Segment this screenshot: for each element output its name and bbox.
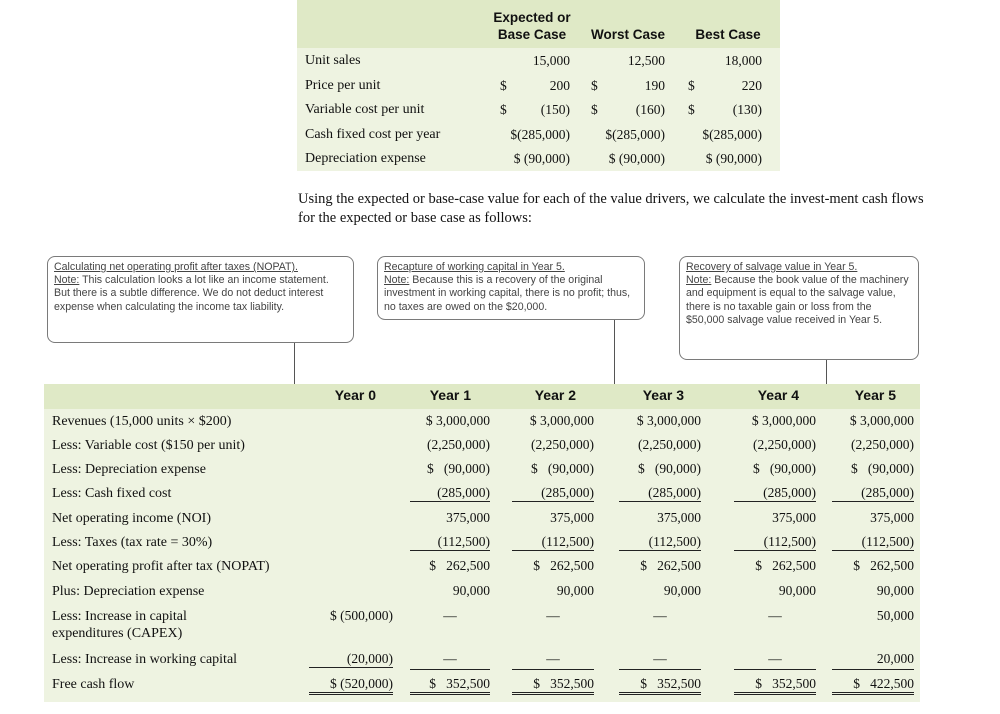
scenario-row-label: Variable cost per unit <box>305 102 425 117</box>
cell-underline <box>410 669 490 670</box>
cashflow-cell: $ 352,500 <box>734 676 816 695</box>
cashflow-cell: (2,250,000) <box>638 437 701 452</box>
cashflow-cell: $ 262,500 <box>533 558 594 573</box>
cashflow-row-label: Revenues (15,000 units × $200) <box>52 414 232 429</box>
scenario-cell: (130) <box>732 102 762 117</box>
scenario-cell: (150) <box>540 102 570 117</box>
scenario-cell: $(285,000) <box>605 127 665 142</box>
scenario-cell: $ (90,000) <box>608 151 665 166</box>
callout-note-label: Note: <box>384 274 410 287</box>
cashflow-cell: — <box>546 651 560 666</box>
cashflow-cell: 50,000 <box>876 608 914 623</box>
cashflow-cell: 90,000 <box>778 583 816 598</box>
scenario-dollar: $ <box>500 102 507 117</box>
cashflow-cell: — <box>546 608 560 623</box>
cashflow-row-label: Less: Cash fixed cost <box>52 486 172 501</box>
cashflow-cell: $ 422,500 <box>832 676 914 695</box>
cashflow-cell: 90,000 <box>876 583 914 598</box>
cashflow-cell: (112,500) <box>410 534 490 551</box>
callout-title: Recapture of working capital in Year 5. <box>384 261 565 273</box>
callout-text: Because this is a recovery of the original investment in working capital, there is no profit; thus, no taxes are owed on the $20,000. <box>384 274 631 313</box>
scenario-cell: 12,500 <box>627 53 665 68</box>
cell-underline <box>512 669 594 670</box>
cashflow-cell: 375,000 <box>550 510 594 525</box>
scenario-cell: $(285,000) <box>510 127 570 142</box>
year-header: Year 4 <box>757 387 799 403</box>
callout-text: This calculation looks a lot like an income statement. But there is a subtle difference. We do not deduct interest expense when calculating the income tax liability. <box>54 274 329 313</box>
cashflow-cell: $ 3,000,000 <box>425 413 490 428</box>
cashflow-cell: (20,000) <box>309 651 393 668</box>
scenario-dollar: $ <box>688 78 695 93</box>
cashflow-cell: (285,000) <box>832 485 914 502</box>
cashflow-row-label: Less: Increase in working capital <box>52 652 238 667</box>
cashflow-cell: (285,000) <box>512 485 594 502</box>
cashflow-cell: (112,500) <box>832 534 914 551</box>
scenario-header-best: Best Case <box>695 27 761 42</box>
scenario-row-label: Depreciation expense <box>305 151 426 166</box>
scenario-dollar: $ <box>591 78 598 93</box>
intro-paragraph: Using the expected or base-case value for each of the value drivers, we calculate the invest-ment cash flows for the expected or base case as follows: <box>298 191 924 226</box>
callout-nopat <box>47 256 354 343</box>
cashflow-cell: 375,000 <box>446 510 490 525</box>
year-header: Year 0 <box>334 387 376 403</box>
cashflow-cell: — <box>768 608 782 623</box>
cashflow-row-label: Less: Depreciation expense <box>52 462 206 477</box>
cashflow-cell: (2,250,000) <box>753 437 816 452</box>
callout-note-label: Note: <box>686 274 712 287</box>
cashflow-cell: (2,250,000) <box>427 437 490 452</box>
cashflow-cell: 375,000 <box>772 510 816 525</box>
cashflow-row-label: Less: Increase in capital expenditures (CAPEX) <box>52 609 187 641</box>
cell-underline <box>832 669 914 670</box>
cashflow-cell: — <box>443 651 457 666</box>
cashflow-cell: $ 352,500 <box>512 676 594 695</box>
cashflow-cell: 90,000 <box>452 583 490 598</box>
scenario-row-label: Price per unit <box>305 78 381 93</box>
cashflow-cell: 20,000 <box>876 651 914 666</box>
scenario-cell: $ (90,000) <box>513 151 570 166</box>
cashflow-cell: $ 262,500 <box>429 558 490 573</box>
cashflow-cell: $ (90,000) <box>531 461 594 476</box>
cashflow-cell: $ (90,000) <box>427 461 490 476</box>
scenario-row-label: Unit sales <box>305 53 361 68</box>
cashflow-cell: (2,250,000) <box>531 437 594 452</box>
scenario-cell: 220 <box>741 78 762 93</box>
cashflow-cell: $ 3,000,000 <box>529 413 594 428</box>
callout-note-label: Note: <box>54 274 80 287</box>
cashflow-cell: $ 3,000,000 <box>636 413 701 428</box>
cell-underline <box>619 669 701 670</box>
scenario-header-base-line1: Expected or <box>493 10 571 25</box>
scenario-dollar: $ <box>591 102 598 117</box>
scenario-cell: 18,000 <box>724 53 762 68</box>
cashflow-row-label: Net operating profit after tax (NOPAT) <box>52 559 270 574</box>
callout-title: Calculating net operating profit after taxes (NOPAT). <box>54 261 298 273</box>
cashflow-cell: $ 352,500 <box>410 676 490 695</box>
scenario-dollar: $ <box>500 78 507 93</box>
year-header: Year 3 <box>642 387 684 403</box>
cashflow-row-label: Free cash flow <box>52 677 135 692</box>
cashflow-cell: $ (500,000) <box>330 608 393 623</box>
cashflow-cell: (285,000) <box>410 485 490 502</box>
cashflow-cell: $ (90,000) <box>638 461 701 476</box>
scenario-cell: 200 <box>549 78 570 93</box>
scenario-header-base-line2: Base Case <box>497 27 567 42</box>
cashflow-row-label: Plus: Depreciation expense <box>52 584 205 599</box>
cashflow-cell: (112,500) <box>512 534 594 551</box>
scenario-cell: $ (90,000) <box>705 151 762 166</box>
scenario-dollar: $ <box>688 102 695 117</box>
callout-title: Recovery of salvage value in Year 5. <box>686 261 858 273</box>
cashflow-cell: 375,000 <box>870 510 914 525</box>
cashflow-cell: $ (90,000) <box>753 461 816 476</box>
cashflow-cell: — <box>653 651 667 666</box>
cashflow-cell: (285,000) <box>619 485 701 502</box>
scenario-row-label: Cash fixed cost per year <box>305 127 441 142</box>
cashflow-cell: — <box>653 608 667 623</box>
cashflow-cell: — <box>443 608 457 623</box>
cashflow-cell: $ (520,000) <box>309 676 393 695</box>
cashflow-cell: (285,000) <box>734 485 816 502</box>
cashflow-cell: $ 262,500 <box>755 558 816 573</box>
cashflow-row-label: Less: Variable cost ($150 per unit) <box>52 438 245 453</box>
scenario-cell: $(285,000) <box>702 127 762 142</box>
year-header: Year 1 <box>429 387 471 403</box>
cashflow-cell: (2,250,000) <box>851 437 914 452</box>
scenario-header-worst: Worst Case <box>590 27 666 42</box>
cashflow-cell: $ 3,000,000 <box>849 413 914 428</box>
scenario-cell: 15,000 <box>532 53 570 68</box>
cashflow-cell: — <box>768 651 782 666</box>
cashflow-cell: 90,000 <box>663 583 701 598</box>
cell-underline <box>734 669 816 670</box>
scenario-cell: 190 <box>644 78 665 93</box>
scenario-cell: (160) <box>635 102 665 117</box>
cashflow-cell: $ 352,500 <box>619 676 701 695</box>
cashflow-row-label: Net operating income (NOI) <box>52 511 211 526</box>
year-header: Year 5 <box>854 387 896 403</box>
cashflow-cell: 375,000 <box>657 510 701 525</box>
cashflow-cell: (112,500) <box>619 534 701 551</box>
scenario-header-base <box>482 9 582 43</box>
cashflow-cell: $ (90,000) <box>851 461 914 476</box>
cashflow-cell: 90,000 <box>556 583 594 598</box>
callout-salvage <box>679 256 919 360</box>
cashflow-row-label: Less: Taxes (tax rate = 30%) <box>52 535 213 550</box>
callout-working-capital <box>377 256 645 320</box>
year-header: Year 2 <box>534 387 576 403</box>
cashflow-cell: $ 262,500 <box>853 558 914 573</box>
cashflow-cell: $ 3,000,000 <box>751 413 816 428</box>
cashflow-cell: $ 262,500 <box>640 558 701 573</box>
callout-text: Because the book value of the machinery and equipment is equal to the salvage value, there is no taxable gain or loss from the $50,000 salvage value received in Year 5. <box>686 274 909 326</box>
cashflow-cell: (112,500) <box>734 534 816 551</box>
